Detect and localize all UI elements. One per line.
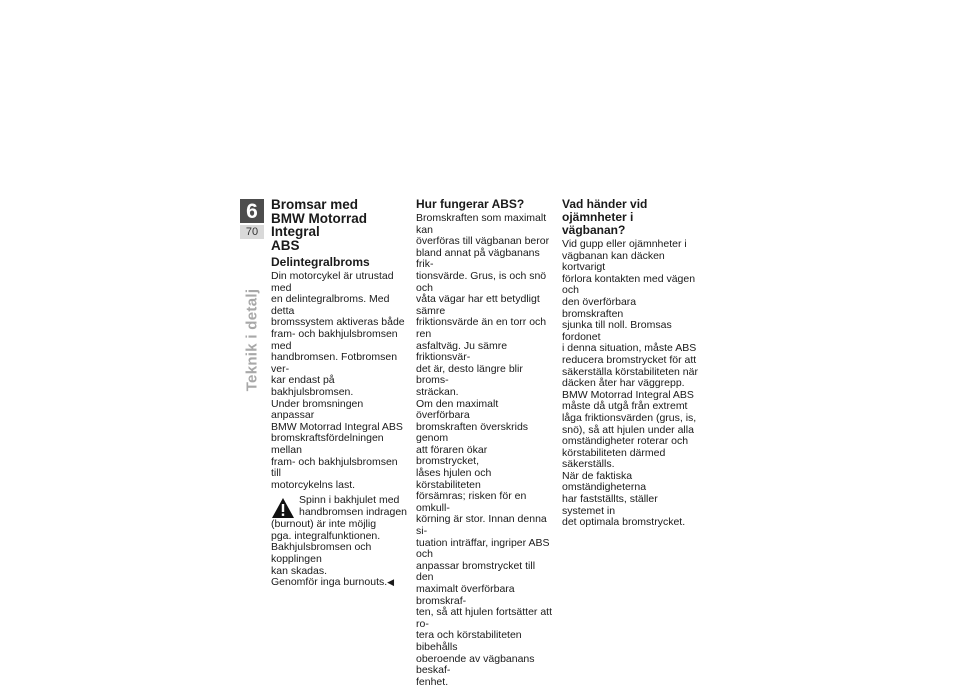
warning-block <box>271 495 407 589</box>
warning-line: (burnout) är inte möjlig <box>271 518 377 531</box>
warning-triangle-icon <box>271 497 295 519</box>
text-line: sträckan. <box>416 385 459 398</box>
text-line: i denna situation, måste ABS <box>562 342 697 355</box>
text-line: BMW Motorrad Integral ABS <box>271 420 403 433</box>
text-line: kar endast på bakhjulsbromsen. <box>271 374 354 398</box>
page-number: 70 <box>240 225 264 239</box>
text-line: förlora kontakten med vägen och <box>562 272 696 297</box>
text-line: bromskraften överskrids genom <box>416 420 529 445</box>
body-text <box>562 239 698 529</box>
text-line: däcken åter har väggrepp. <box>562 377 685 390</box>
text-line: Bromskraften som maximalt kan <box>416 212 547 236</box>
section-title-line: Vad händer vid <box>562 197 648 211</box>
warning-line-last <box>271 577 407 589</box>
text-line: fram- och bakhjulsbromsen med <box>271 327 398 352</box>
text-line: anpassar bromstrycket till den <box>416 559 536 584</box>
text-line: ten, så att hjulen fortsätter att ro- <box>416 606 552 630</box>
text-line: att föraren ökar bromstrycket, <box>416 443 488 468</box>
text-line: den överförbara bromskraften <box>562 295 637 320</box>
text-line: snö), så att hjulen under alla <box>562 423 694 436</box>
text-line: tera och körstabiliteten bibehålls <box>416 629 522 653</box>
section-title <box>562 198 698 237</box>
text-line: BMW Motorrad Integral ABS <box>562 388 694 401</box>
section-title-line: BMW Motorrad Integral <box>271 210 367 239</box>
column-2 <box>416 196 552 688</box>
text-line: Om den maximalt överförbara <box>416 397 499 422</box>
text-line: låses hjulen och körstabiliteten <box>416 467 492 491</box>
warning-line: kan skadas. <box>271 564 328 577</box>
text-line: tionsvärde. Grus, is och snö och <box>416 269 547 294</box>
column-1 <box>271 196 407 589</box>
text-line: oberoende av vägbanans beskaf- <box>416 652 535 677</box>
warning-line: Spinn i bakhjulet med <box>299 494 400 507</box>
section-title-line: ABS <box>271 237 300 253</box>
text-line: en delintegralbroms. Med detta <box>271 293 390 317</box>
text-line: bland annat på vägbanans frik- <box>416 246 540 271</box>
section-title: Hur fungerar ABS? <box>416 197 525 211</box>
text-line: har fastställts, ställer systemet in <box>562 493 658 517</box>
text-line: det är, desto längre blir broms- <box>416 362 523 387</box>
text-line: fenhet. <box>416 675 449 688</box>
chapter-title-vertical: Teknik i detalj <box>243 288 261 392</box>
section-title-line: ojämnheter i vägbanan? <box>562 210 634 237</box>
text-line: bromskraftsfördelningen mellan <box>271 432 384 456</box>
text-line: Under bromsningen anpassar <box>271 397 364 422</box>
section-title-line: Bromsar med <box>271 197 359 212</box>
text-line: asfaltväg. Ju sämre friktionsvär- <box>416 339 508 364</box>
text-line: måste då utgå från extremt <box>562 400 688 413</box>
text-line: tuation inträffar, ingriper ABS och <box>416 536 550 561</box>
warning-line-text: Genomför inga burnouts. <box>271 576 388 589</box>
text-line: våta vägar har ett betydligt sämre <box>416 293 540 317</box>
text-line: Din motorcykel är utrustad med <box>271 270 394 294</box>
end-mark-icon: ◀ <box>387 577 395 588</box>
subsection-title: Delintegralbroms <box>271 255 370 269</box>
warning-line: pga. integralfunktionen. <box>271 529 381 542</box>
text-line: maximalt överförbara bromskraf- <box>416 583 515 607</box>
body-text <box>271 271 407 491</box>
text-line: motorcykelns last. <box>271 478 356 491</box>
text-line: försämras; risken för en omkull- <box>416 490 527 514</box>
warning-line: Bakhjulsbromsen och kopplingen <box>271 541 372 566</box>
text-line: omständigheter roterar och <box>562 435 689 448</box>
text-line: handbromsen. Fotbromsen ver- <box>271 351 398 375</box>
body-text <box>416 213 552 688</box>
text-line: friktionsvärde än en torr och ren <box>416 316 547 340</box>
text-line: körning är stor. Innan denna si- <box>416 513 547 538</box>
text-line: överföras till vägbanan beror <box>416 235 550 248</box>
text-line: bromssystem aktiveras både <box>271 316 405 329</box>
warning-line: handbromsen indragen <box>299 505 407 518</box>
text-line: körstabiliteten därmed säkerställs. <box>562 446 666 471</box>
column-3 <box>562 196 698 529</box>
text-line: fram- och bakhjulsbromsen till <box>271 455 398 480</box>
text-line: Vid gupp eller ojämnheter i <box>562 238 687 250</box>
text-line: det optimala bromstrycket. <box>562 516 686 529</box>
chapter-number-badge: 6 <box>240 199 264 223</box>
text-line: reducera bromstrycket för att <box>562 353 697 366</box>
text-line: låga friktionsvärden (grus, is, <box>562 411 697 424</box>
text-line: När de faktiska omständigheterna <box>562 469 647 494</box>
text-line: säkerställa körstabiliteten när <box>562 365 698 378</box>
section-title <box>271 198 407 252</box>
text-line: sjunka till noll. Bromsas fordonet <box>562 319 672 343</box>
text-line: vägbanan kan däcken kortvarigt <box>562 249 665 274</box>
